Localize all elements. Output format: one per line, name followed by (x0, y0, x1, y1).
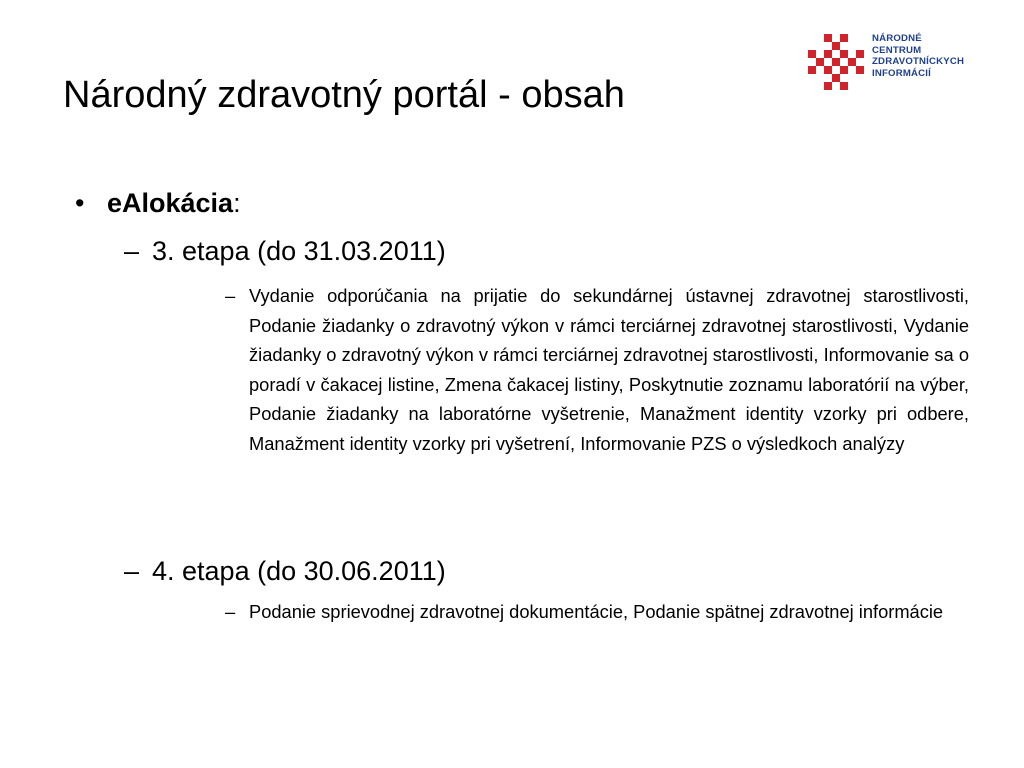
logo-text (872, 33, 964, 79)
stage-3-detail-text: Vydanie odporúčania na prijatie do sekundárnej ústavnej zdravotnej starostlivosti, Podanie žiadanky o zdravotný výkon v rámci terciárnej zdravotnej starostlivosti, Vydanie žiadanky o zdravotný výkon v rámci terciárnej zdravotnej starostlivosti, Informovanie sa o poradí v čakacej listine, Zmena čakacej listiny, Poskytnutie zoznamu laboratórií na výber, Podanie žiadanky na laboratórne vyšetrenie, Manažment identity vzorky pri odbere, Manažment identity vzorky pri vyšetrení, Informovanie PZS o výsledkoch analýzy (249, 285, 969, 454)
stage-4-heading (124, 552, 446, 590)
logo-line-4: INFORMÁCIÍ (872, 67, 932, 79)
stage-4-detail (225, 597, 970, 657)
logo-line-1: NÁRODNÉ (872, 33, 922, 44)
dash-icon: – (124, 236, 140, 266)
stage-3-heading (124, 232, 446, 270)
stage-3-detail (225, 281, 970, 547)
slide-title: Národný zdravotný portál - obsah (63, 74, 625, 116)
nczi-logo (808, 32, 988, 88)
logo-line-2: CENTRUM (872, 44, 922, 56)
dash-icon: – (124, 556, 140, 586)
checkered-cross-logo-icon (808, 34, 864, 90)
bullet-bold-text: eAlokácia (107, 188, 234, 218)
stage-4-detail-text: Podanie sprievodnej zdravotnej dokumentácie, Podanie spätnej zdravotnej informácie (249, 601, 944, 622)
bullet-icon: • (75, 188, 85, 218)
stage-4-label: 4. etapa (do 30.06.2011) (152, 556, 446, 586)
bullet-text (107, 184, 241, 222)
dash-icon: – (225, 601, 236, 622)
stage-3-label: 3. etapa (do 31.03.2011) (152, 236, 446, 266)
logo-line-3: ZDRAVOTNÍCKYCH (872, 56, 965, 68)
dash-icon: – (225, 285, 236, 306)
bullet-suffix: : (233, 188, 241, 218)
